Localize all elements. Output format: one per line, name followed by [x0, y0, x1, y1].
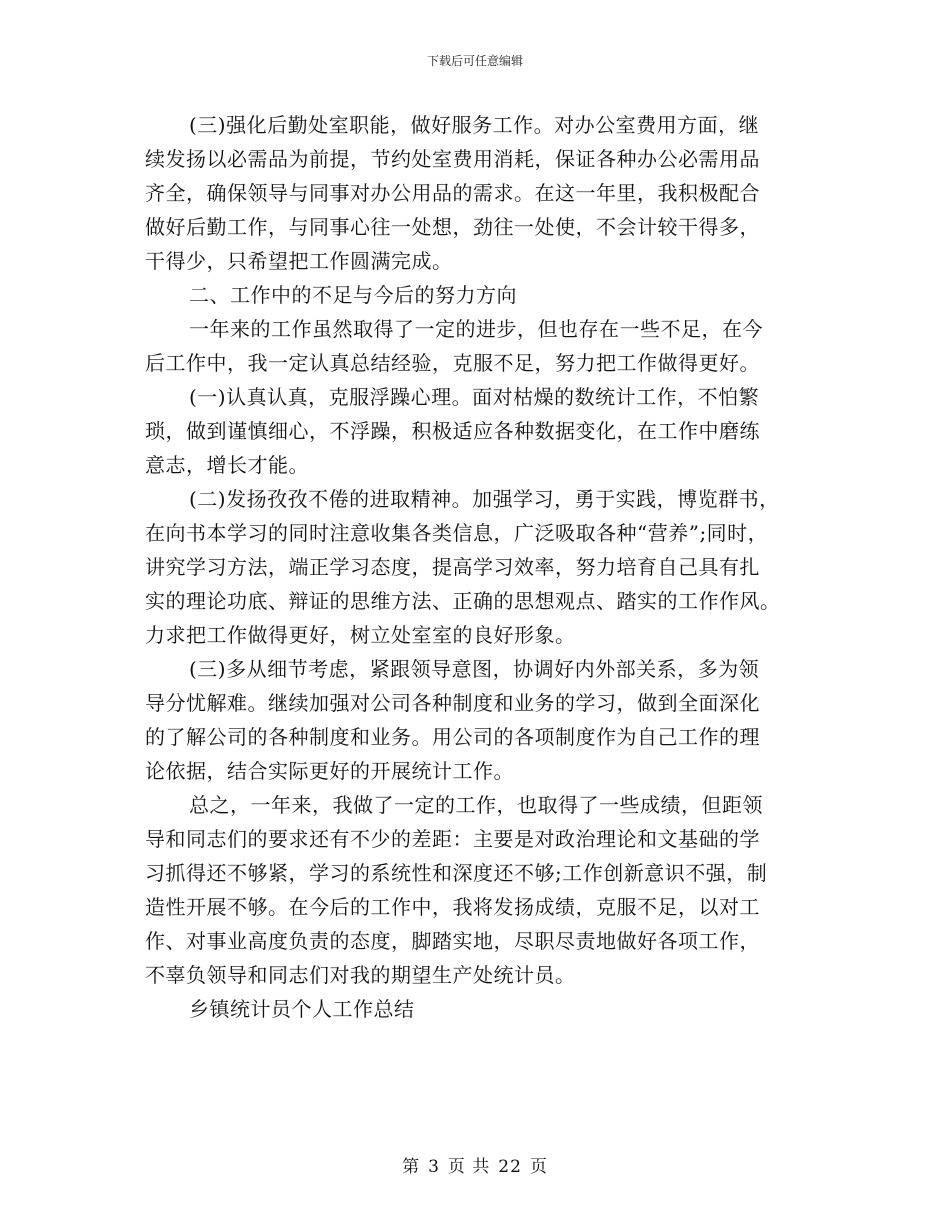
body-line: 实的理论功底、辩证的思维方法、正确的思想观点、踏实的工作作风。	[145, 589, 781, 613]
body-line: 导和同志们的要求还有不少的差距：主要是对政治理论和文基础的学	[145, 827, 760, 851]
body-line: 齐全，确保领导与同事对办公用品的需求。在这一年里，我积极配合	[145, 181, 760, 205]
body-line: 不辜负领导和同志们对我的期望生产处统计员。	[145, 963, 576, 987]
footer-prefix: 第	[402, 1157, 421, 1177]
page-header: 下载后可任意编辑	[426, 54, 523, 68]
body-line: 做好后勤工作，与同事心往一处想，劲往一处使，不会计较干得多，	[145, 215, 760, 239]
body-line: 导分忧解难。继续加强对公司各种制度和业务的学习，做到全面深化	[145, 691, 760, 715]
section-heading: 二、工作中的不足与今后的努力方向	[189, 283, 517, 307]
body-line: 总之，一年来，我做了一定的工作，也取得了一些成绩，但距领	[189, 793, 763, 817]
document-body	[145, 108, 817, 1026]
body-line: (三)强化后勤处室职能，做好服务工作。对办公室费用方面，继	[189, 113, 760, 137]
body-line: 习抓得还不够紧，学习的系统性和深度还不够;工作创新意识不强，制	[145, 861, 768, 885]
body-line: 作、对事业高度负责的态度，脚踏实地，尽职尽责地做好各项工作，	[145, 929, 760, 953]
body-line: 一年来的工作虽然取得了一定的进步，但也存在一些不足，在今	[189, 317, 763, 341]
body-line: 力求把工作做得更好，树立处室室的良好形象。	[145, 623, 576, 647]
body-line: 造性开展不够。在今后的工作中，我将发扬成绩，克服不足，以对工	[145, 895, 760, 919]
footer-suffix: 页	[529, 1157, 548, 1177]
body-line: 在向书本学习的同时注意收集各类信息，广泛吸取各种“营养”;同时，	[145, 521, 769, 545]
body-line: (一)认真认真，克服浮躁心理。面对枯燥的数统计工作，不怕繁	[189, 385, 760, 409]
document-title: 乡镇统计员个人工作总结	[189, 997, 415, 1021]
page-footer	[0, 1152, 950, 1177]
body-line: 的了解公司的各种制度和业务。用公司的各项制度作为自己工作的理	[145, 725, 760, 749]
body-line: (二)发扬孜孜不倦的进取精神。加强学习，勇于实践，博览群书，	[189, 487, 780, 511]
footer-middle: 页 共	[447, 1157, 491, 1177]
current-page-number: 3	[428, 1157, 440, 1177]
body-line: 论依据，结合实际更好的开展统计工作。	[145, 759, 514, 783]
body-line: (三)多从细节考虑，紧跟领导意图，协调好内外部关系，多为领	[189, 657, 760, 681]
body-line: 后工作中，我一定认真总结经验，克服不足，努力把工作做得更好。	[145, 351, 760, 375]
body-line: 干得少，只希望把工作圆满完成。	[145, 249, 453, 273]
total-pages-number: 22	[498, 1157, 522, 1177]
body-line: 续发扬以必需品为前提，节约处室费用消耗，保证各种办公必需用品	[145, 147, 760, 171]
body-line: 意志，增长才能。	[145, 453, 309, 477]
body-line: 琐，做到谨慎细心，不浮躁，积极适应各种数据变化，在工作中磨练	[145, 419, 760, 443]
body-line: 讲究学习方法，端正学习态度，提高学习效率，努力培育自己具有扎	[145, 555, 760, 579]
